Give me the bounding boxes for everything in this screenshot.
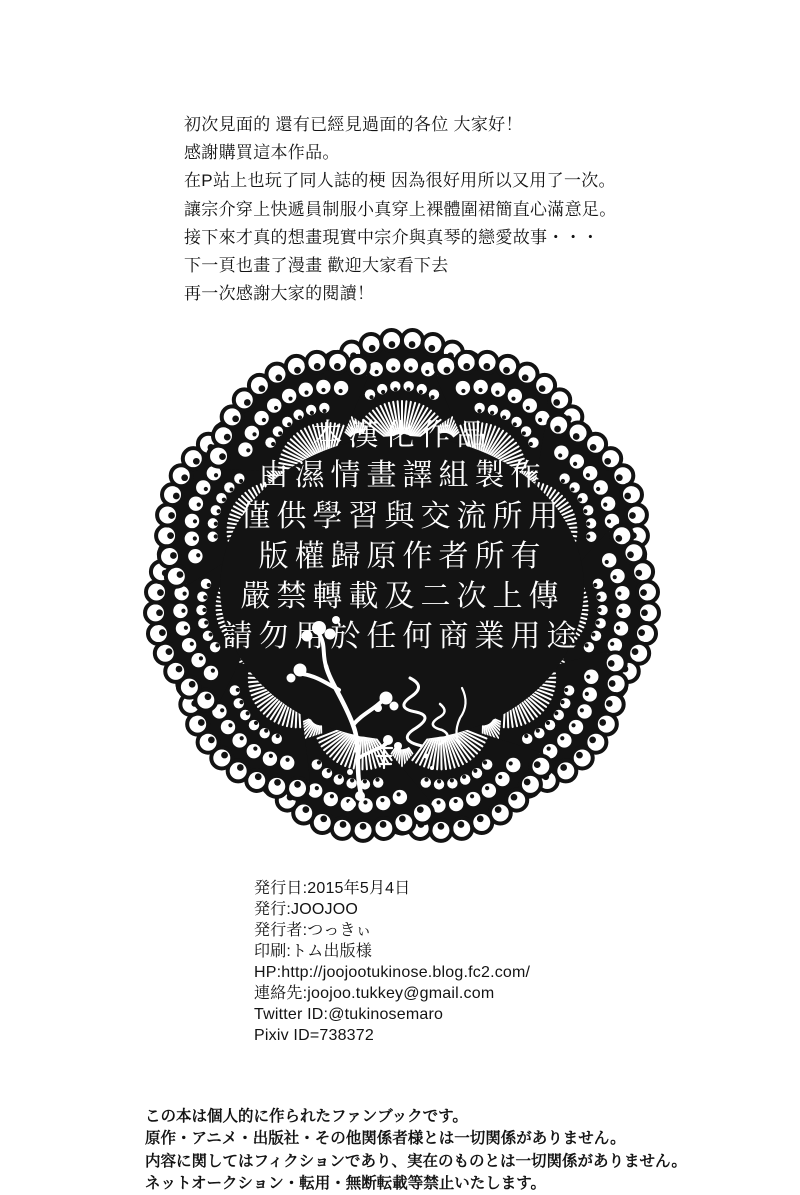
disclaimer-line: この本は個人的に作られたファンブックです。 — [145, 1108, 468, 1125]
afterword-text-line: 接下來才真的想畫現實中宗介與真琴的戀愛故事・・・ — [184, 227, 600, 247]
publication-info-line: Twitter ID:@tukinosemaro — [254, 1006, 444, 1023]
publication-info-line: HP:http://joojootukinose.blog.fc2.com/ — [254, 964, 531, 981]
translation-notice-line: 請勿用於任何商業用途 — [222, 620, 583, 654]
afterword-text-line: 再一次感謝大家的閱讀！ — [184, 284, 375, 304]
publication-info-line: 発行:JOOJOO — [254, 901, 359, 918]
translation-notice-line: 嚴禁轉載及二次上傳 — [240, 580, 565, 614]
translation-notice-line: 版權歸原作者所有 — [258, 539, 547, 573]
publication-info-line: 発行日:2015年5月4日 — [254, 880, 411, 897]
publication-info-line: 連絡先:joojoo.tukkey@gmail.com — [254, 985, 495, 1002]
translation-notice-block — [110, 416, 695, 658]
disclaimer-line: 原作・アニメ・出版社・その他関係者様とは一切関係がありません。 — [145, 1130, 626, 1148]
publication-info-line: 印刷:トム出版様 — [254, 943, 373, 960]
disclaimer-line: 内容に関してはフィクションであり、実在のものとは一切関係がありません。 — [145, 1152, 687, 1170]
afterword-text-line: 感謝購買這本作品。 — [184, 143, 340, 163]
afterword-text-block — [184, 111, 744, 308]
afterword-text-line: 下一頁也畫了漫畫 歡迎大家看下去 — [184, 256, 449, 276]
afterword-text-line: 在P站上也玩了同人誌的梗 因為很好用所以又用了一次。 — [184, 171, 616, 191]
lace-doily — [110, 320, 695, 860]
disclaimer-line: ネットオークション・転用・無断転載等禁止いたします。 — [145, 1175, 546, 1193]
afterword-text-line: 讓宗介穿上快遞員制服小真穿上裸體圍裙簡直心滿意足。 — [184, 199, 617, 219]
publication-info-line: 発行者:つっきぃ — [254, 922, 372, 939]
publication-info-line: Pixiv ID=738372 — [254, 1027, 374, 1044]
disclaimer-block — [145, 1106, 765, 1195]
translation-notice-line: 由濕情畫譯組製作 — [258, 459, 547, 493]
afterword-text-line: 初次見面的 還有已經見過面的各位 大家好！ — [184, 115, 523, 134]
translation-notice-line: 僅供學習與交流所用 — [240, 499, 565, 533]
translation-notice-line: 本漢化作品 — [312, 419, 493, 452]
publication-info-block — [254, 878, 674, 1046]
